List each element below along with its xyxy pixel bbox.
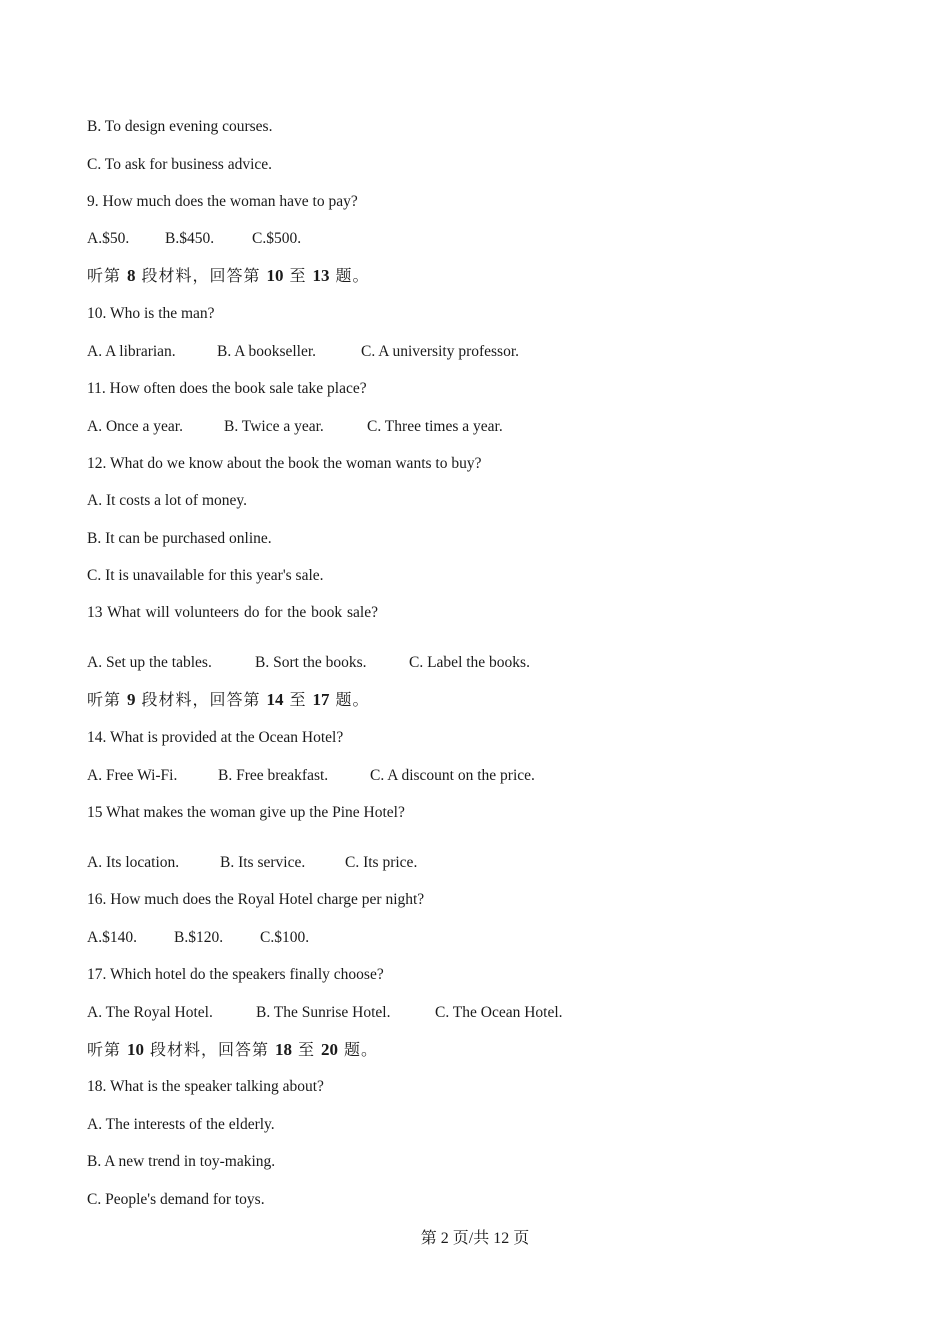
section-9-post: 题。 bbox=[335, 690, 370, 709]
q10-option-b: B. A bookseller. bbox=[217, 343, 317, 360]
question-10: 10. Who is the man? bbox=[87, 305, 215, 322]
q15-option-b: B. Its service. bbox=[220, 854, 306, 871]
q12-option-c: C. It is unavailable for this year's sale. bbox=[87, 567, 324, 584]
q8-option-c: C. To ask for business advice. bbox=[87, 156, 273, 173]
q13-option-b: B. Sort the books. bbox=[255, 654, 367, 671]
q13-option-a: A. Set up the tables. bbox=[87, 654, 212, 671]
q17-option-b: B. The Sunrise Hotel. bbox=[256, 1004, 391, 1021]
section-10-num: 10 bbox=[127, 1040, 145, 1059]
section-10-heading bbox=[87, 1040, 378, 1060]
question-18: 18. What is the speaker talking about? bbox=[87, 1078, 324, 1095]
section-10-pre: 听第 bbox=[87, 1040, 122, 1059]
section-9-to-word: 至 bbox=[289, 690, 307, 709]
q17-option-a: A. The Royal Hotel. bbox=[87, 1004, 213, 1021]
question-16: 16. How much does the Royal Hotel charge per night? bbox=[87, 891, 425, 908]
section-8-num: 8 bbox=[127, 266, 136, 285]
section-9-from: 14 bbox=[266, 690, 284, 709]
q9-option-c: C.$500. bbox=[252, 230, 302, 247]
q12-option-a: A. It costs a lot of money. bbox=[87, 492, 247, 509]
question-14: 14. What is provided at the Ocean Hotel? bbox=[87, 729, 344, 746]
q15-option-c: C. Its price. bbox=[345, 854, 418, 871]
q14-option-b: B. Free breakfast. bbox=[218, 767, 329, 784]
section-8-from: 10 bbox=[266, 266, 284, 285]
q14-option-c: C. A discount on the price. bbox=[370, 767, 535, 784]
question-11-options bbox=[87, 417, 503, 437]
q10-option-a: A. A librarian. bbox=[87, 343, 176, 360]
q11-option-b: B. Twice a year. bbox=[224, 418, 324, 435]
section-10-to: 20 bbox=[321, 1040, 339, 1059]
section-8-pre: 听第 bbox=[87, 266, 122, 285]
section-10-from: 18 bbox=[275, 1040, 293, 1059]
section-8-heading bbox=[87, 266, 370, 286]
question-15: 15 What makes the woman give up the Pine Hotel? bbox=[87, 804, 405, 821]
section-9-heading bbox=[87, 690, 370, 710]
section-10-mid: 段材料，回答第 bbox=[150, 1040, 270, 1059]
q16-option-c: C.$100. bbox=[260, 929, 310, 946]
q10-option-c: C. A university professor. bbox=[361, 343, 520, 360]
section-10-post: 题。 bbox=[344, 1040, 379, 1059]
page-footer: 第 2 页/共 12 页 bbox=[420, 1230, 530, 1247]
question-11: 11. How often does the book sale take place? bbox=[87, 380, 367, 397]
q8-option-b: B. To design evening courses. bbox=[87, 118, 273, 135]
question-14-options bbox=[87, 766, 535, 786]
question-10-options bbox=[87, 342, 519, 362]
q18-option-b: B. A new trend in toy-making. bbox=[87, 1153, 276, 1170]
q16-option-a: A.$140. bbox=[87, 929, 137, 946]
q9-option-b: B.$450. bbox=[165, 230, 215, 247]
section-8-to: 13 bbox=[312, 266, 330, 285]
q18-option-a: A. The interests of the elderly. bbox=[87, 1116, 275, 1133]
q9-option-a: A.$50. bbox=[87, 230, 130, 247]
q18-option-c: C. People's demand for toys. bbox=[87, 1191, 265, 1208]
question-17: 17. Which hotel do the speakers finally choose? bbox=[87, 966, 384, 983]
question-15-options bbox=[87, 853, 417, 873]
question-13-options bbox=[87, 653, 530, 673]
section-9-to: 17 bbox=[312, 690, 330, 709]
question-12: 12. What do we know about the book the woman wants to buy? bbox=[87, 455, 482, 472]
q14-option-a: A. Free Wi-Fi. bbox=[87, 767, 178, 784]
section-8-post: 题。 bbox=[335, 266, 370, 285]
question-16-options bbox=[87, 928, 309, 948]
question-9: 9. How much does the woman have to pay? bbox=[87, 193, 358, 210]
question-9-options bbox=[87, 229, 301, 249]
section-9-mid: 段材料，回答第 bbox=[141, 690, 261, 709]
question-13-text: 13 What will volunteers do for the book sale? bbox=[87, 604, 378, 621]
q12-option-b: B. It can be purchased online. bbox=[87, 530, 272, 547]
question-13 bbox=[87, 603, 378, 623]
q11-option-c: C. Three times a year. bbox=[367, 418, 503, 435]
section-9-pre: 听第 bbox=[87, 690, 122, 709]
section-8-mid: 段材料，回答第 bbox=[141, 266, 261, 285]
q11-option-a: A. Once a year. bbox=[87, 418, 183, 435]
section-8-to-word: 至 bbox=[289, 266, 307, 285]
question-17-options bbox=[87, 1003, 563, 1023]
section-10-to-word: 至 bbox=[298, 1040, 316, 1059]
q16-option-b: B.$120. bbox=[174, 929, 224, 946]
q17-option-c: C. The Ocean Hotel. bbox=[435, 1004, 563, 1021]
q13-option-c: C. Label the books. bbox=[409, 654, 530, 671]
section-9-num: 9 bbox=[127, 690, 136, 709]
q15-option-a: A. Its location. bbox=[87, 854, 180, 871]
